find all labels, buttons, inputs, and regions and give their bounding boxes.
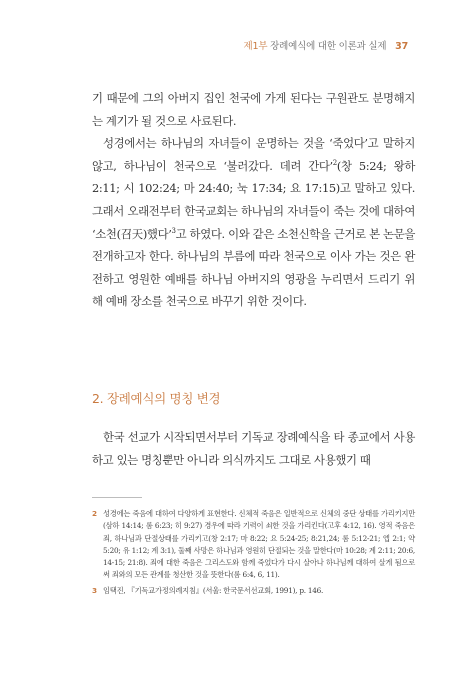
page-number: 37 <box>395 41 408 52</box>
footnote-divider <box>92 497 142 498</box>
section-paragraph: 한국 선교가 시작되면서부터 기독교 장례예식을 타 종교에서 사용하고 있는 명칭뿐만 아니라 의식까지도 그대로 사용했기 때 <box>92 430 415 467</box>
footnote-number: 3 <box>92 585 97 595</box>
footnote-ref-2[interactable]: 2 <box>332 158 337 167</box>
footnote-text: 성경에는 죽음에 대하여 다양하게 표현한다. 신체적 죽음은 일반적으로 신체의 중단 상태를 가리키지만(삼하 14:14; 롬 6:23; 히 9:27) 경우에 따라 기력이 쇠한 것을 가리킨다(고후 4:12, 16). 영적 죽음은 죄, 하나님과 단절상태를 가리키고(창 2:17; 마 8:22; 요 5:24-25; 8:21,24; 롬 5:12-21; 엡 2:1; 약 5:20; 유 1:12; 계 3:1), 둘째 사망은 하나님과 영원히 단절되는 것을 말한다(마 10:28; 계 2:11; 20:6, 14-15; 21:8). 죄에 대한 죽음은 그리스도와 함께 죽었다가 다시 살아나 하나님께 대하여 살게 됨으로써 죄와의 모든 관계를 청산한 것을 뜻한다(롬 6:4, 6, 11). <box>103 509 415 580</box>
paragraph-sochun <box>92 132 415 313</box>
footnote-3 <box>92 585 415 597</box>
footnote-number: 2 <box>92 509 97 518</box>
footnotes <box>92 508 415 600</box>
running-head-title: 장례예식에 대한 이론과 실제 <box>270 41 387 52</box>
footnote-ref-3[interactable]: 3 <box>171 226 176 235</box>
footnote-2 <box>92 508 415 582</box>
body-text <box>92 87 415 313</box>
section-heading: 2. 장례예식의 명칭 변경 <box>92 391 221 406</box>
paragraph-sochun-part-c: 고 하였다. 이와 같은 소천신학을 근거로 본 논문을 전개하고자 한다. 하나님의 부름에 따라 천국으로 이사 가는 것은 완전하고 영원한 예배를 하나님 아버지의 영광을 누리면서 드리기 위해 예배 장소를 천국으로 바꾸기 위한 것이다. <box>92 226 415 309</box>
paragraph-sochun-part-b: (창 5:24; 왕하 2:11; 시 102:24; 마 24:40; 눅 17:34; 요 17:15)고 말하고 있다. 그래서 오래전부터 한국교회는 하나님의 자녀들이 죽는 것에 대하여 ‘소천(召天)했다’ <box>92 158 416 241</box>
section-body <box>92 426 415 471</box>
paragraph-sochun-part-a: 성경에서는 하나님의 자녀들이 운명하는 것을 ‘죽었다’고 말하지 않고, 하나님이 천국으로 ‘불러갔다. 데려 간다’ <box>92 136 415 173</box>
footnote-text: 임택진, 『기독교가정의례지침』(서울: 한국문서선교회, 1991), p. 146. <box>103 585 324 595</box>
paragraph-continued: 기 때문에 그의 아버지 집인 천국에 가게 된다는 구원관도 분명해지는 계기가 될 것으로 사료된다. <box>92 91 415 128</box>
running-head-part: 제1부 <box>243 41 268 52</box>
running-head <box>244 38 408 52</box>
